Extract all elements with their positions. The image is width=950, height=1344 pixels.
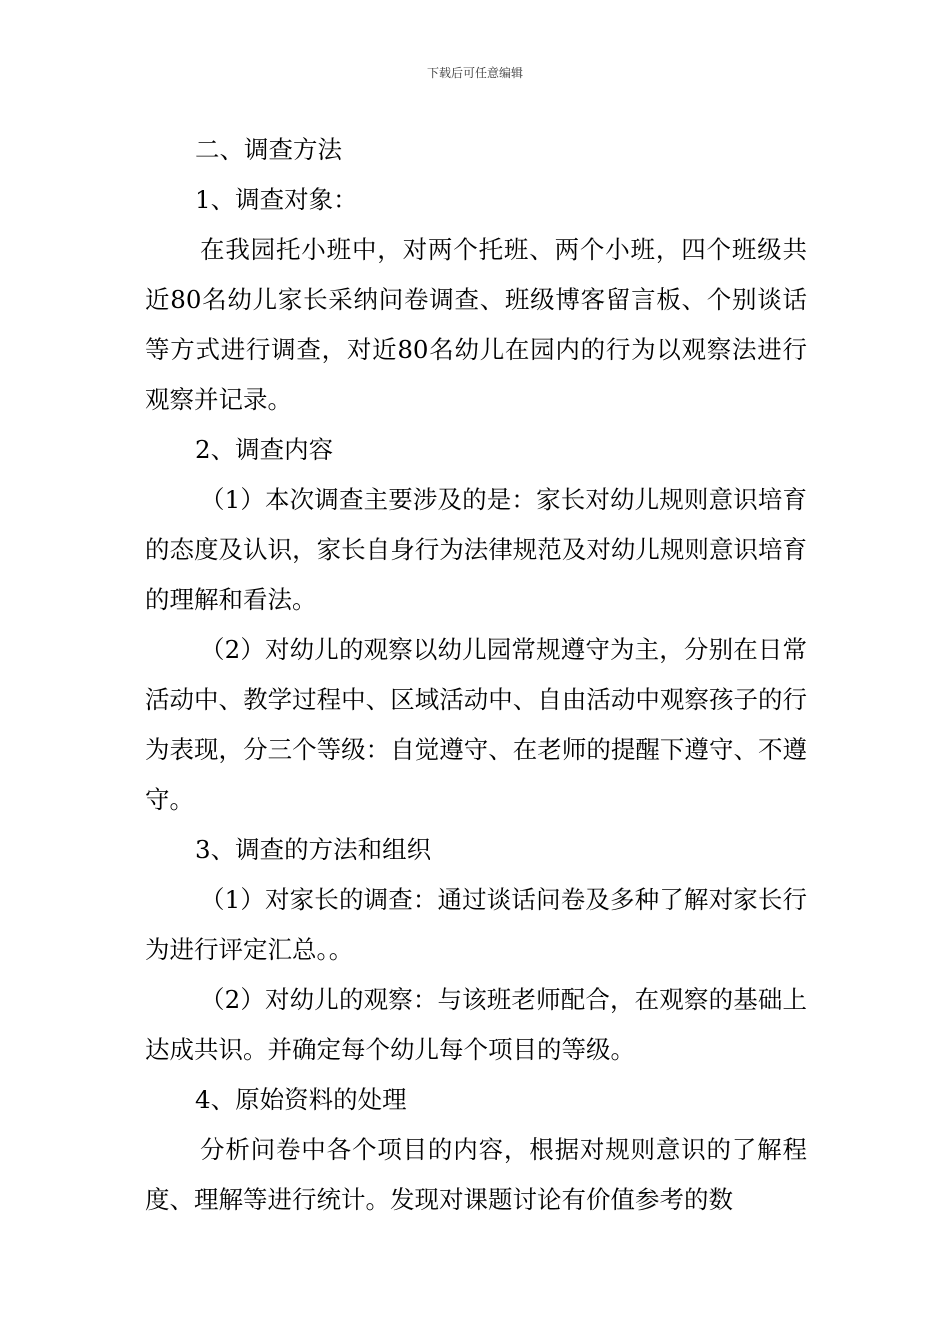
paragraph-6: 分析问卷中各个项目的内容，根据对规则意识的了解程度、理解等进行统计。发现对课题讨论有价值参考的数 bbox=[145, 1135, 807, 1214]
section-heading: 二、调查方法 bbox=[195, 135, 342, 164]
subsection-heading-2: 2、调查内容 bbox=[195, 435, 334, 464]
paragraph-3: （2）对幼儿的观察以幼儿园常规遵守为主，分别在日常活动中、教学过程中、区域活动中、自由活动中观察孩子的行为表现，分三个等级：自觉遵守、在老师的提醒下遵守、不遵守。 bbox=[145, 635, 807, 814]
document-body bbox=[145, 125, 807, 1225]
subsection-heading-4: 4、原始资料的处理 bbox=[195, 1085, 407, 1114]
page-header: 下载后可任意编辑 bbox=[426, 66, 523, 80]
paragraph-1: 在我园托小班中，对两个托班、两个小班，四个班级共近80名幼儿家长采纳问卷调查、班级博客留言板、个别谈话等方式进行调查，对近80名幼儿在园内的行为以观察法进行观察并记录。 bbox=[145, 235, 807, 414]
paragraph-5: （2）对幼儿的观察：与该班老师配合，在观察的基础上达成共识。并确定每个幼儿每个项目的等级。 bbox=[145, 985, 807, 1064]
subsection-heading-3: 3、调查的方法和组织 bbox=[195, 835, 432, 864]
subsection-heading-1: 1、调查对象： bbox=[195, 185, 358, 214]
paragraph-4: （1）对家长的调查：通过谈话问卷及多种了解对家长行为进行评定汇总。。 bbox=[145, 885, 807, 964]
paragraph-2: （1）本次调查主要涉及的是：家长对幼儿规则意识培育的态度及认识，家长自身行为法律规范及对幼儿规则意识培育的理解和看法。 bbox=[145, 485, 807, 614]
